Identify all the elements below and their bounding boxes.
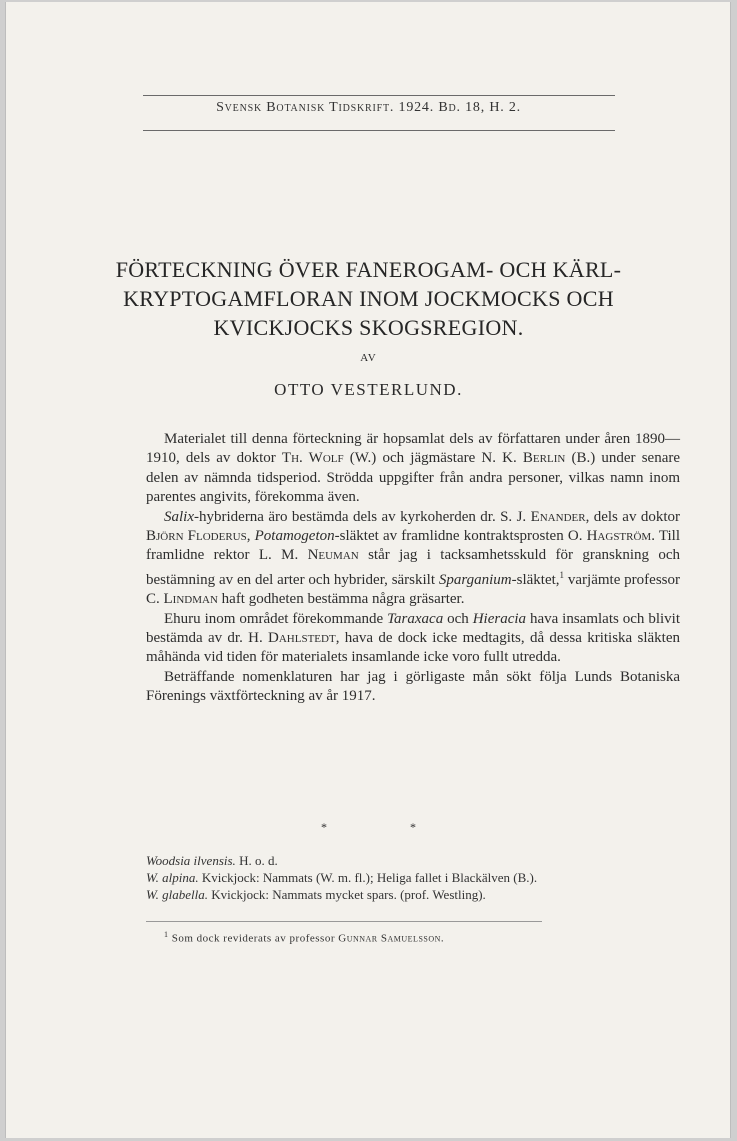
header-rule-top [143,95,615,96]
species-entry: Woodsia ilvensis. H. o. d. [146,853,278,868]
species-list [146,852,706,903]
person-name: Berlin [522,450,566,467]
header-rule-bottom [143,130,615,131]
paragraph-nomenclature: Beträffande nomenklaturen har jag i görligaste mån sökt följa Lunds Botaniska Förenings växtförteckning av år 1917. [146,668,680,705]
species-name: W. glabella. [146,887,208,902]
person-name: Neuman [307,547,359,564]
paragraph-critical-genera: Ehuru inom området förekommande Taraxaca och Hieracia hava insamlats och blivit bestämda av dr. H. Dahlstedt, hava de dock icke medtagits, då dessa kritiska släkten måhända vid tiden för materialets insamlande icke voro fullt utredda. [146,610,680,666]
species-entry: W. alpina. Kvickjock: Nammats (W. m. fl.); Heliga fallet i Blackälven (B.). [146,870,538,885]
footnote: $^1$ Som dock reviderats av professor Gunnar Samuelsson. [164,930,445,945]
person-name: Enander [530,508,586,525]
species-entry: W. glabella. Kvickjock: Nammats mycket spars. (prof. Westling). [146,887,486,902]
footnote-ref: 1 [559,569,565,580]
running-header [0,100,737,116]
taxon-name: Sparganium [438,571,512,588]
article-body [146,430,680,707]
footnote-mark: 1 [164,930,169,939]
title-line: KRYPTOGAMFLORAN INOM JOCKMOCKS OCH [123,286,614,311]
person-name: Th. Wolf [281,450,344,467]
species-name: Woodsia ilvensis. [146,853,236,868]
taxon-name: Potamogeton [254,528,335,545]
article-title [100,255,637,342]
paragraph-determinations: Salix-hybriderna äro bestämda dels av kyrkoherden dr. S. J. Enander, dels av doktor Björn Floderus, Potamogeton-släktet av framlidne kontraktsprosten O. Hagström. Till framlidne rektor L. M. Neuman står jag i tacksamhetsskuld för granskning och bestämning av en del arter och hybrider, särskilt Sparganium-släktet,$^1$ varjämte professor C. Lindman haft godheten bestämma några gräsarter. [146,508,681,608]
byline-label: AV [360,352,377,364]
journal-year: 1924. [398,100,435,115]
taxon-name: Taraxaca [387,610,444,627]
section-separator: * * [321,820,416,834]
scan-edge-right [730,2,731,1138]
taxon-name: Hieracia [472,610,527,627]
volume-label: Bd. [438,100,461,115]
footnote-rule [146,921,542,922]
taxon-name: Salix [164,508,194,525]
scan-edge-left [5,2,6,1138]
author-name: OTTO VESTERLUND. [274,380,463,399]
paragraph-materials: Materialet till denna förteckning är hopsamlat dels av författaren under åren 1890—1910, dels av doktor Th. Wolf (W.) och jägmästare N. K. Berlin (B.) under senare delen av nämnda tidsperiod. Strödda uppgifter från andra personer, vilkas namn inom parentes angivits, förekomma även. [146,431,681,506]
person-name: Dahlstedt [268,630,336,647]
volume-number: 18, H. 2. [465,100,521,115]
species-name: W. alpina. [146,870,199,885]
person-name: Björn Floderus [146,528,247,545]
person-name: Hagström [586,528,652,545]
journal-name: Svensk Botanisk Tidskrift. [216,100,395,115]
person-name: Gunnar Samuelsson [338,932,441,945]
title-line: KVICKJOCKS SKOGSREGION. [213,315,524,340]
person-name: Lindman [163,591,218,608]
title-line: FÖRTECKNING ÖVER FANEROGAM- OCH KÄRL- [115,257,622,282]
